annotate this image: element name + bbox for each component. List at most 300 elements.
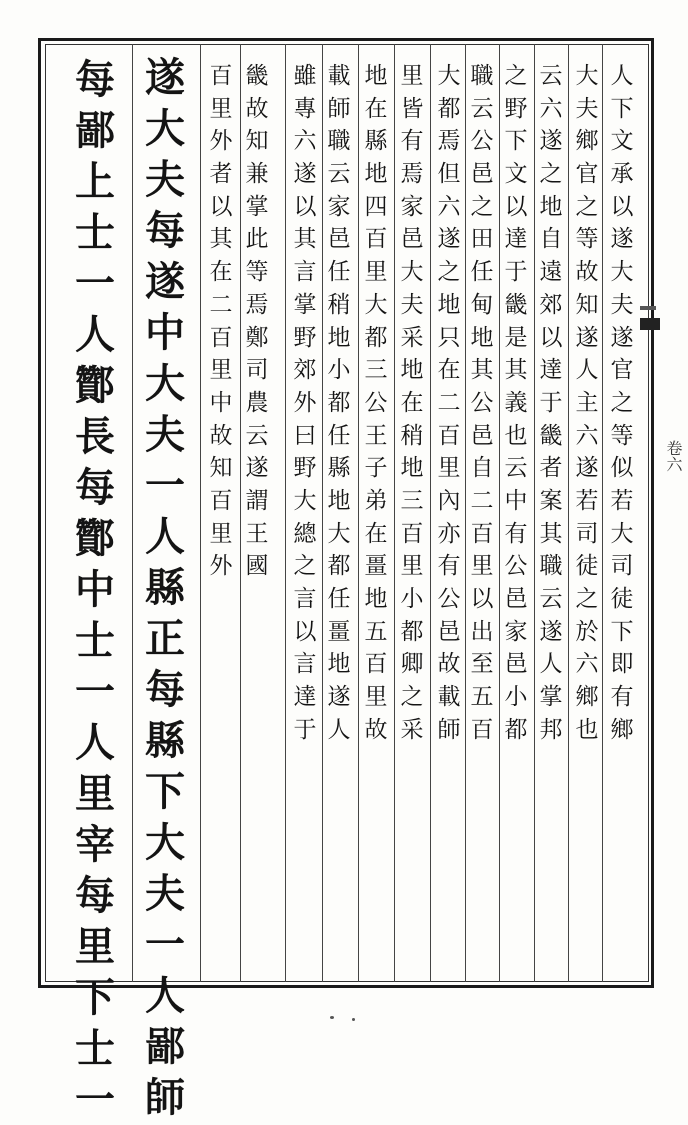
character: 每 [75,872,115,919]
character: 等 [610,422,634,449]
character: 都 [327,553,351,580]
character: 酇 [75,362,115,409]
character: 職 [470,63,494,89]
character: 職 [327,128,351,155]
character: 云 [470,95,494,122]
character: 外 [293,389,317,416]
character: 在 [364,95,388,122]
character: 都 [504,716,528,743]
character: 家 [504,618,528,645]
character: 大 [327,520,351,547]
character: 其 [539,520,563,547]
column-rule [499,44,500,982]
character: 六 [575,651,599,678]
character: 農 [245,389,269,416]
character: 公 [470,389,494,416]
commentary-column [607,60,637,746]
character: 徒 [575,553,599,580]
character: 遠 [539,259,563,286]
character: 都 [327,389,351,416]
character: 一 [145,462,185,509]
character: 縣 [327,455,351,482]
scan-speck [330,1016,334,1019]
character: 人 [610,63,634,89]
scan-speck [352,1018,355,1021]
character: 者 [209,161,233,188]
character: 承 [610,161,634,188]
character: 大 [575,63,599,89]
character: 鄉 [610,716,634,743]
column-rule [534,44,535,982]
character: 總 [293,520,317,547]
character: 云 [539,586,563,612]
character: 公 [470,128,494,155]
character: 六 [575,422,599,449]
character: 是 [504,324,528,351]
character: 出 [470,618,494,645]
character: 百 [400,520,424,547]
character: 焉 [400,161,424,188]
character: 酇 [75,515,115,562]
character: 稍 [327,291,351,318]
character: 遂 [539,618,563,645]
character: 地 [327,651,351,678]
character: 之 [400,684,424,711]
character: 地 [327,324,351,351]
character: 里 [470,553,494,580]
character: 卿 [400,651,424,678]
character: 采 [400,324,424,351]
character: 云 [245,422,269,449]
commentary-column [501,60,531,746]
character: 畺 [364,553,388,580]
character: 者 [539,455,563,482]
character: 掌 [245,193,269,220]
character: 大 [145,105,185,152]
character: 小 [504,684,528,711]
character: 家 [327,193,351,220]
character: 地 [364,63,388,89]
column-rule [602,44,603,982]
character: 中 [504,487,528,514]
character: 焉 [437,128,461,155]
character: 五 [364,618,388,645]
character: 三 [400,487,424,514]
character: 公 [437,586,461,612]
character: 夫 [610,291,634,318]
character: 知 [209,455,233,482]
character: 即 [610,651,634,678]
character: 都 [437,95,461,122]
character: 邦 [539,716,563,743]
character: 載 [327,63,351,89]
character: 人 [75,719,115,766]
character: 小 [327,357,351,384]
character: 云 [504,455,528,482]
character: 邑 [504,651,528,678]
character: 里 [209,520,233,547]
character: 郊 [293,357,317,384]
character: 正 [145,615,185,662]
character: 遂 [327,684,351,711]
character: 地 [470,324,494,351]
character: 六 [437,193,461,220]
character: 野 [293,455,317,482]
character: 夫 [145,156,185,203]
character: 百 [470,716,494,743]
character: 也 [504,422,528,449]
character: 里 [437,455,461,482]
character: 遂 [610,324,634,351]
character: 專 [293,95,317,122]
commentary-column [397,60,427,746]
character: 師 [145,1074,185,1121]
character: 六 [539,95,563,122]
character: 遂 [437,226,461,253]
character: 甸 [470,291,494,318]
character: 都 [364,324,388,351]
commentary-column [290,60,320,746]
character: 百 [470,520,494,547]
character: 達 [293,684,317,711]
character: 王 [364,422,388,449]
column-rule [240,44,241,982]
character: 下 [75,974,115,1021]
column-rule [132,44,133,982]
character: 自 [470,455,494,482]
character: 畿 [504,291,528,318]
character: 任 [327,586,351,612]
character: 宰 [75,821,115,868]
character: 鄙 [145,1023,185,1070]
character: 百 [364,226,388,253]
column-rule [200,44,201,982]
commentary-column [324,60,354,746]
character: 邑 [437,618,461,645]
character: 大 [145,819,185,866]
character: 言 [293,651,317,678]
character: 于 [539,389,563,416]
character: 之 [610,389,634,416]
character: 縣 [364,128,388,155]
character: 稍 [400,422,424,449]
character: 司 [610,553,634,580]
character: 百 [209,324,233,351]
character: 有 [400,128,424,155]
character: 案 [539,487,563,514]
character: 邑 [327,226,351,253]
character: 人 [75,311,115,358]
character: 外 [209,553,233,580]
character: 官 [575,161,599,188]
character: 邑 [470,161,494,188]
character: 此 [245,226,269,253]
character: 士 [75,1025,115,1072]
character: 一 [145,921,185,968]
character: 夫 [400,291,424,318]
character: 之 [539,161,563,188]
character: 故 [575,259,599,286]
column-rule [394,44,395,982]
character: 鄙 [75,107,115,154]
character: 遂 [145,258,185,305]
character: 夫 [145,411,185,458]
character: 每 [75,56,115,103]
character: 故 [364,716,388,743]
character: 六 [293,128,317,155]
character: 故 [437,651,461,678]
character: 國 [245,553,269,580]
character: 在 [437,357,461,384]
character: 內 [437,487,461,514]
character: 邑 [400,226,424,253]
character: 知 [245,128,269,155]
character: 家 [400,193,424,220]
margin-side-label: 卷六 [664,440,683,472]
character: 里 [209,95,233,122]
character: 故 [209,422,233,449]
character: 小 [400,586,424,612]
character: 縣 [145,717,185,764]
character: 遂 [145,54,185,101]
character: 掌 [539,684,563,711]
character: 之 [504,63,528,89]
character: 三 [364,357,388,384]
character: 遂 [575,455,599,482]
commentary-column [536,60,566,746]
character: 曰 [293,422,317,449]
character: 亦 [437,520,461,547]
character: 外 [209,128,233,155]
character: 之 [575,193,599,220]
character: 里 [364,684,388,711]
character: 人 [145,972,185,1019]
character: 王 [245,520,269,547]
character: 里 [400,553,424,580]
character: 大 [293,487,317,514]
character: 其 [209,226,233,253]
character: 其 [504,357,528,384]
column-rule [568,44,569,982]
character: 其 [293,226,317,253]
commentary-column [361,60,391,746]
character: 士 [75,209,115,256]
character: 大 [610,520,634,547]
character: 子 [364,455,388,482]
column-rule [285,44,286,982]
character: 任 [327,422,351,449]
character: 畿 [539,422,563,449]
character: 之 [437,259,461,286]
character: 在 [400,389,424,416]
character: 大 [364,291,388,318]
character: 大 [145,360,185,407]
character: 主 [575,389,599,416]
character: 等 [245,259,269,286]
character: 二 [209,291,233,318]
character: 百 [437,422,461,449]
character: 有 [437,553,461,580]
margin-tab-mark [640,306,656,310]
character: 有 [504,520,528,547]
character: 野 [293,324,317,351]
character: 二 [437,389,461,416]
character: 遂 [575,324,599,351]
character: 里 [75,923,115,970]
character: 達 [504,226,528,253]
character: 在 [364,520,388,547]
character: 以 [293,618,317,645]
character: 但 [437,161,461,188]
commentary-column [572,60,602,746]
character: 郊 [539,291,563,318]
character: 于 [504,259,528,286]
character: 師 [437,716,461,743]
character: 在 [209,259,233,286]
character: 中 [75,566,115,613]
character: 官 [610,357,634,384]
character: 若 [610,487,634,514]
character: 遂 [293,161,317,188]
character: 一 [75,1076,115,1123]
character: 上 [75,158,115,205]
character: 於 [575,618,599,645]
character: 皆 [400,95,424,122]
character: 以 [470,586,494,612]
character: 雖 [293,63,317,89]
character: 野 [504,95,528,122]
character: 等 [575,226,599,253]
character: 遂 [245,455,269,482]
character: 五 [470,684,494,711]
character: 下 [145,768,185,815]
character: 鄭 [245,324,269,351]
character: 職 [539,553,563,580]
character: 遂 [539,128,563,155]
character: 掌 [293,291,317,318]
character: 遂 [610,226,634,253]
character: 知 [575,291,599,318]
character: 任 [470,259,494,286]
character: 百 [209,487,233,514]
column-rule [465,44,466,982]
character: 下 [610,95,634,122]
character: 縣 [145,564,185,611]
character: 人 [575,357,599,384]
character: 以 [209,193,233,220]
character: 司 [575,520,599,547]
character: 人 [539,651,563,678]
character: 大 [437,63,461,89]
character: 只 [437,324,461,351]
character: 百 [209,63,233,89]
character: 夫 [145,870,185,917]
character: 里 [400,63,424,89]
character: 長 [75,413,115,460]
commentary-column [434,60,464,746]
character: 里 [75,770,115,817]
character: 兼 [245,161,269,188]
character: 畿 [245,63,269,89]
character: 焉 [245,291,269,318]
character: 言 [293,259,317,286]
character: 之 [470,193,494,220]
character: 之 [293,553,317,580]
character: 鄉 [575,128,599,155]
character: 之 [575,586,599,612]
character: 文 [610,128,634,155]
character: 一 [75,260,115,307]
character: 以 [504,193,528,220]
character: 大 [400,259,424,286]
main-text-column [72,54,118,1125]
character: 中 [145,309,185,356]
character: 每 [145,666,185,713]
character: 地 [400,357,424,384]
character: 公 [364,389,388,416]
character: 里 [209,357,233,384]
character: 弟 [364,487,388,514]
character: 百 [364,651,388,678]
character: 以 [610,193,634,220]
commentary-column [242,60,272,583]
character: 自 [539,226,563,253]
character: 師 [327,95,351,122]
character: 有 [610,684,634,711]
character: 也 [575,716,599,743]
character: 地 [327,487,351,514]
character: 似 [610,455,634,482]
commentary-column [467,60,497,746]
character: 謂 [245,487,269,514]
character: 地 [539,193,563,220]
character: 地 [364,586,388,612]
character: 言 [293,586,317,612]
character: 都 [400,618,424,645]
character: 中 [209,389,233,416]
character: 云 [327,161,351,188]
character: 一 [75,668,115,715]
character: 二 [470,487,494,514]
character: 夫 [575,95,599,122]
character: 公 [504,553,528,580]
character: 若 [575,487,599,514]
character: 其 [470,357,494,384]
character: 義 [504,389,528,416]
character: 于 [293,716,317,743]
character: 采 [400,716,424,743]
character: 下 [610,618,634,645]
character: 人 [145,513,185,560]
character: 徒 [610,586,634,612]
character: 任 [327,259,351,286]
character: 司 [245,357,269,384]
commentary-column [206,60,236,583]
character: 大 [610,259,634,286]
column-rule [358,44,359,982]
character: 至 [470,651,494,678]
character: 達 [539,357,563,384]
character: 邑 [470,422,494,449]
character: 地 [400,455,424,482]
column-rule [322,44,323,982]
character: 以 [293,193,317,220]
character: 地 [364,161,388,188]
character: 以 [539,324,563,351]
character: 田 [470,226,494,253]
character: 四 [364,193,388,220]
character: 里 [364,259,388,286]
